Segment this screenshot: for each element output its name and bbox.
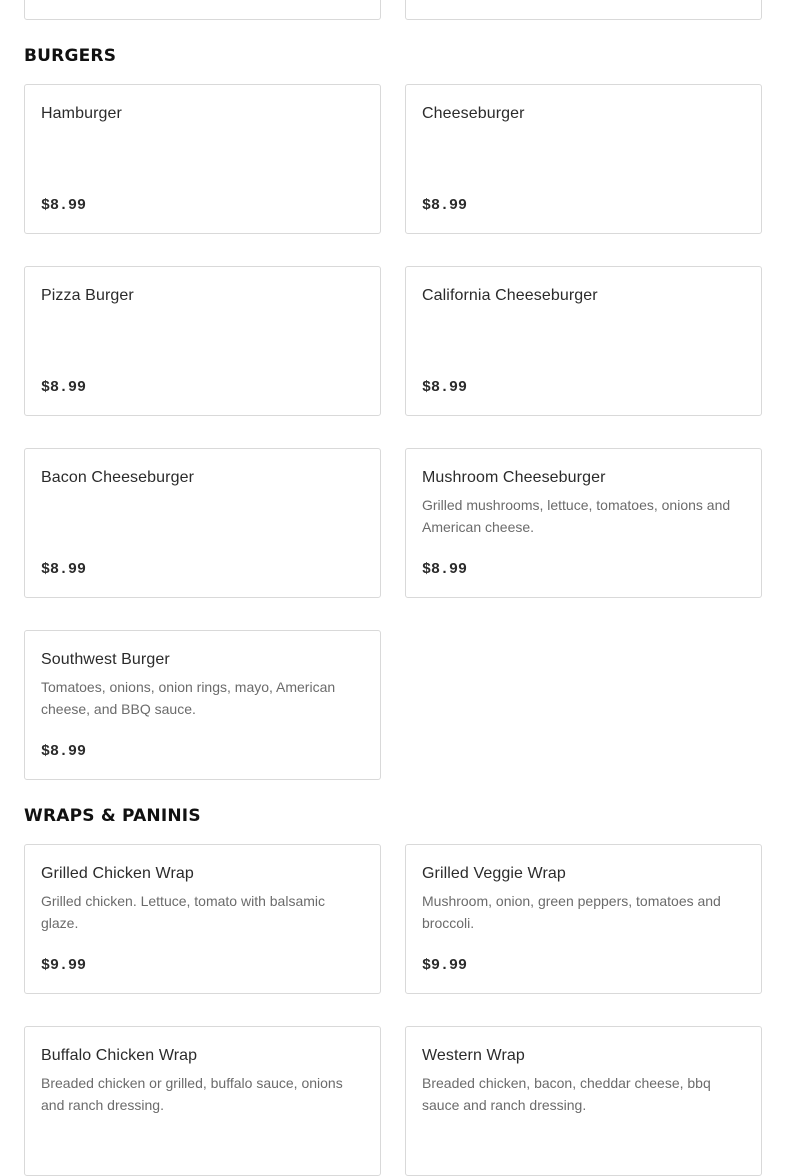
item-description: Mushroom, onion, green peppers, tomatoes and broccoli.	[422, 893, 721, 931]
item-price: $8.99	[422, 561, 468, 578]
item-description: Tomatoes, onions, onion rings, mayo, American cheese, and BBQ sauce.	[41, 679, 336, 717]
item-price: $8.99	[41, 197, 87, 214]
item-price: $8.99	[41, 379, 87, 396]
item-name: Grilled Chicken Wrap	[41, 865, 194, 882]
item-name: Western Wrap	[422, 1047, 525, 1064]
menu-item-card[interactable]	[24, 630, 381, 780]
item-name: Buffalo Chicken Wrap	[41, 1047, 198, 1064]
item-price: $8.99	[422, 197, 468, 214]
menu-item-card[interactable]	[405, 266, 762, 416]
item-name: Pizza Burger	[41, 287, 134, 304]
item-price: $8.99	[41, 561, 87, 578]
item-price: $8.99	[41, 743, 87, 760]
menu-item-card[interactable]	[24, 84, 381, 234]
item-price: $9.99	[41, 957, 87, 974]
item-price: $9.99	[422, 957, 468, 974]
menu-item-card[interactable]	[405, 1026, 762, 1176]
item-price: $8.99	[422, 379, 468, 396]
menu-item-card[interactable]	[405, 84, 762, 234]
item-name: Bacon Cheeseburger	[41, 469, 195, 486]
menu-item-card[interactable]	[24, 1026, 381, 1176]
item-name: Grilled Veggie Wrap	[422, 865, 566, 882]
section-title-wraps-paninis: WRAPS & PANINIS	[24, 806, 201, 826]
item-name: Cheeseburger	[422, 105, 525, 122]
menu-item-card-partial[interactable]	[24, 0, 381, 20]
section-title-burgers: BURGERS	[24, 46, 117, 66]
menu-item-card-partial[interactable]	[405, 0, 762, 20]
menu-item-card[interactable]	[24, 844, 381, 994]
item-name: Mushroom Cheeseburger	[422, 469, 606, 486]
item-description: Grilled mushrooms, lettuce, tomatoes, onions and American cheese.	[422, 497, 731, 535]
menu-item-card[interactable]	[405, 844, 762, 994]
item-name: Hamburger	[41, 105, 122, 122]
menu-item-card[interactable]	[405, 448, 762, 598]
menu-item-card[interactable]	[24, 448, 381, 598]
item-description: Breaded chicken or grilled, buffalo sauce, onions and ranch dressing.	[41, 1075, 343, 1113]
item-name: California Cheeseburger	[422, 287, 598, 304]
item-description: Breaded chicken, bacon, cheddar cheese, bbq sauce and ranch dressing.	[422, 1075, 711, 1113]
menu-item-card[interactable]	[24, 266, 381, 416]
item-description: Grilled chicken. Lettuce, tomato with balsamic glaze.	[41, 893, 326, 931]
item-name: Southwest Burger	[41, 651, 170, 668]
